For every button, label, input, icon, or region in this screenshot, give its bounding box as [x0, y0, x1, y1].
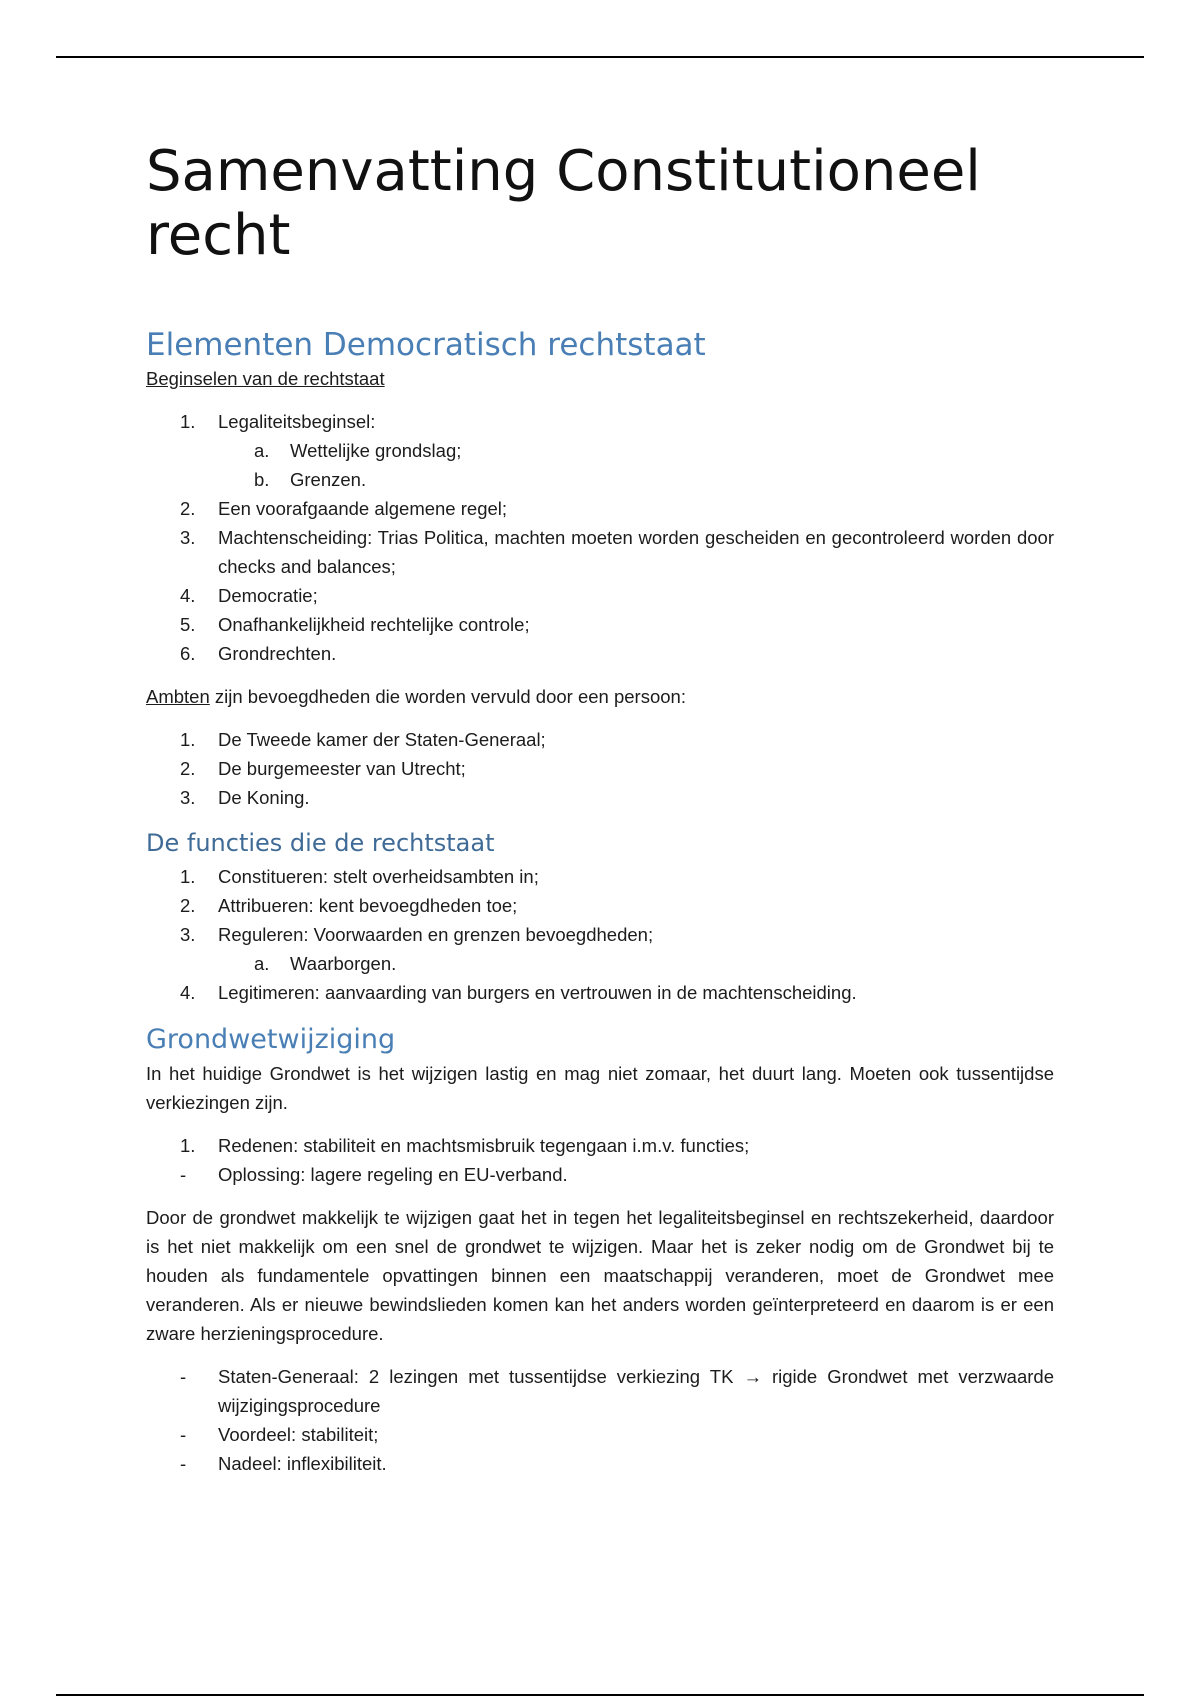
list-item-text: Reguleren: Voorwaarden en grenzen bevoegdheden; [218, 924, 654, 945]
list-item-text: De Tweede kamer der Staten-Generaal; [218, 729, 546, 750]
list-item-text: Nadeel: inflexibiliteit. [218, 1453, 387, 1474]
list-item [146, 891, 1054, 920]
list-item-text: Attribueren: kent bevoegdheden toe; [218, 895, 518, 916]
list-item-text: Oplossing: lagere regeling en EU-verband. [218, 1164, 568, 1185]
list-item-text: Redenen: stabiliteit en machtsmisbruik tegengaan i.m.v. functies; [218, 1135, 750, 1156]
ambten-definition: zijn bevoegdheden die worden vervuld door een persoon: [209, 686, 686, 707]
list-marker: 2. [180, 498, 196, 519]
list-subitem [146, 949, 1054, 978]
list-marker: - [180, 1366, 187, 1387]
list-item [146, 1362, 1054, 1420]
list-marker: 1. [180, 729, 196, 750]
list-item-text: De Koning. [218, 787, 310, 808]
principles-list [146, 407, 1054, 668]
header-rule [56, 56, 1144, 58]
list-item-text: Legaliteitsbeginsel: [218, 411, 376, 432]
list-marker: 4. [180, 982, 196, 1003]
list-item [146, 862, 1054, 891]
list-marker: 1. [180, 866, 196, 887]
list-item [146, 1449, 1054, 1478]
document-title: Samenvatting Constitutioneel recht [146, 139, 981, 268]
list-marker: 4. [180, 585, 196, 606]
list-marker: - [180, 1164, 187, 1185]
list-item [146, 1420, 1054, 1449]
list-item [146, 920, 1054, 949]
functies-list [146, 862, 1054, 1007]
list-marker: 3. [180, 527, 196, 548]
list-item-text: Machtenscheiding: Trias Politica, machten moeten worden gescheiden en gecontroleerd worden door checks and balances; [218, 527, 1054, 577]
ambten-list [146, 725, 1054, 812]
list-marker: 1. [180, 411, 196, 432]
grondwet-intro: In het huidige Grondwet is het wijzigen lastig en mag niet zomaar, het duurt lang. Moeten ook tussentijdse verkiezingen zijn. [146, 1063, 1054, 1113]
list-item-text: Onafhankelijkheid rechtelijke controle; [218, 614, 530, 635]
list-marker: 2. [180, 758, 196, 779]
list-item-text: Wettelijke grondslag; [290, 440, 462, 461]
list-item-text: Staten-Generaal: 2 lezingen met tussentijdse verkiezing TK → rigide Grondwet met verzwaarde wijzigingsprocedure [218, 1366, 1054, 1416]
document-body [146, 140, 1054, 1478]
list-marker: - [180, 1424, 187, 1445]
list-item [146, 978, 1054, 1007]
list-marker: 5. [180, 614, 196, 635]
list-item [146, 725, 1054, 754]
list-item-text: Constitueren: stelt overheidsambten in; [218, 866, 539, 887]
ambten-paragraph [146, 682, 1054, 711]
list-item-text: Grenzen. [290, 469, 367, 490]
redenen-list [146, 1131, 1054, 1189]
list-marker: 3. [180, 787, 196, 808]
list-item-text: Een voorafgaande algemene regel; [218, 498, 508, 519]
list-item-text: Democratie; [218, 585, 318, 606]
grondwet-paragraph: Door de grondwet makkelijk te wijzigen gaat het in tegen het legaliteitsbeginsel en rechtszekerheid, daardoor is het niet makkelijk om een snel de grondwet te wijzigen. Maar het is zeker nodig om de Grondwet bij te houden als fundamentele opvattingen binnen een maatschappij veranderen, moet de Grondwet mee veranderen. Als er nieuwe bewindslieden komen kan het anders worden geïnterpreteerd en daarom is er een zware herzieningsprocedure. [146, 1207, 1054, 1344]
list-marker: a. [254, 440, 270, 461]
list-item-text: De burgemeester van Utrecht; [218, 758, 466, 779]
list-item-text: Grondrechten. [218, 643, 337, 664]
list-item-text: Waarborgen. [290, 953, 397, 974]
staten-generaal-list [146, 1362, 1054, 1478]
footer-rule [56, 1694, 1144, 1696]
section-heading-functies: De functies die de rechtstaat [146, 829, 495, 857]
list-marker: 3. [180, 924, 196, 945]
list-item [146, 610, 1054, 639]
ambten-term: Ambten [146, 686, 210, 707]
list-item [146, 1131, 1054, 1160]
list-marker: 2. [180, 895, 196, 916]
list-item [146, 1160, 1054, 1189]
list-marker: 1. [180, 1135, 196, 1156]
list-marker: 6. [180, 643, 196, 664]
list-item [146, 754, 1054, 783]
list-item [146, 783, 1054, 812]
list-marker: a. [254, 953, 270, 974]
list-item-text: Voordeel: stabiliteit; [218, 1424, 379, 1445]
list-item [146, 639, 1054, 668]
list-item [146, 523, 1054, 581]
list-subitem [146, 436, 1054, 465]
section-heading-elementen: Elementen Democratisch rechtstaat [146, 327, 706, 363]
list-item [146, 581, 1054, 610]
list-subitem [146, 465, 1054, 494]
list-item [146, 494, 1054, 523]
section-heading-grondwetwijziging: Grondwetwijziging [146, 1024, 396, 1055]
sublabel-beginselen: Beginselen van de rechtstaat [146, 368, 385, 389]
list-item-text: Legitimeren: aanvaarding van burgers en vertrouwen in de machtenscheiding. [218, 982, 857, 1003]
list-item [146, 407, 1054, 436]
list-marker: - [180, 1453, 187, 1474]
list-marker: b. [254, 469, 270, 490]
